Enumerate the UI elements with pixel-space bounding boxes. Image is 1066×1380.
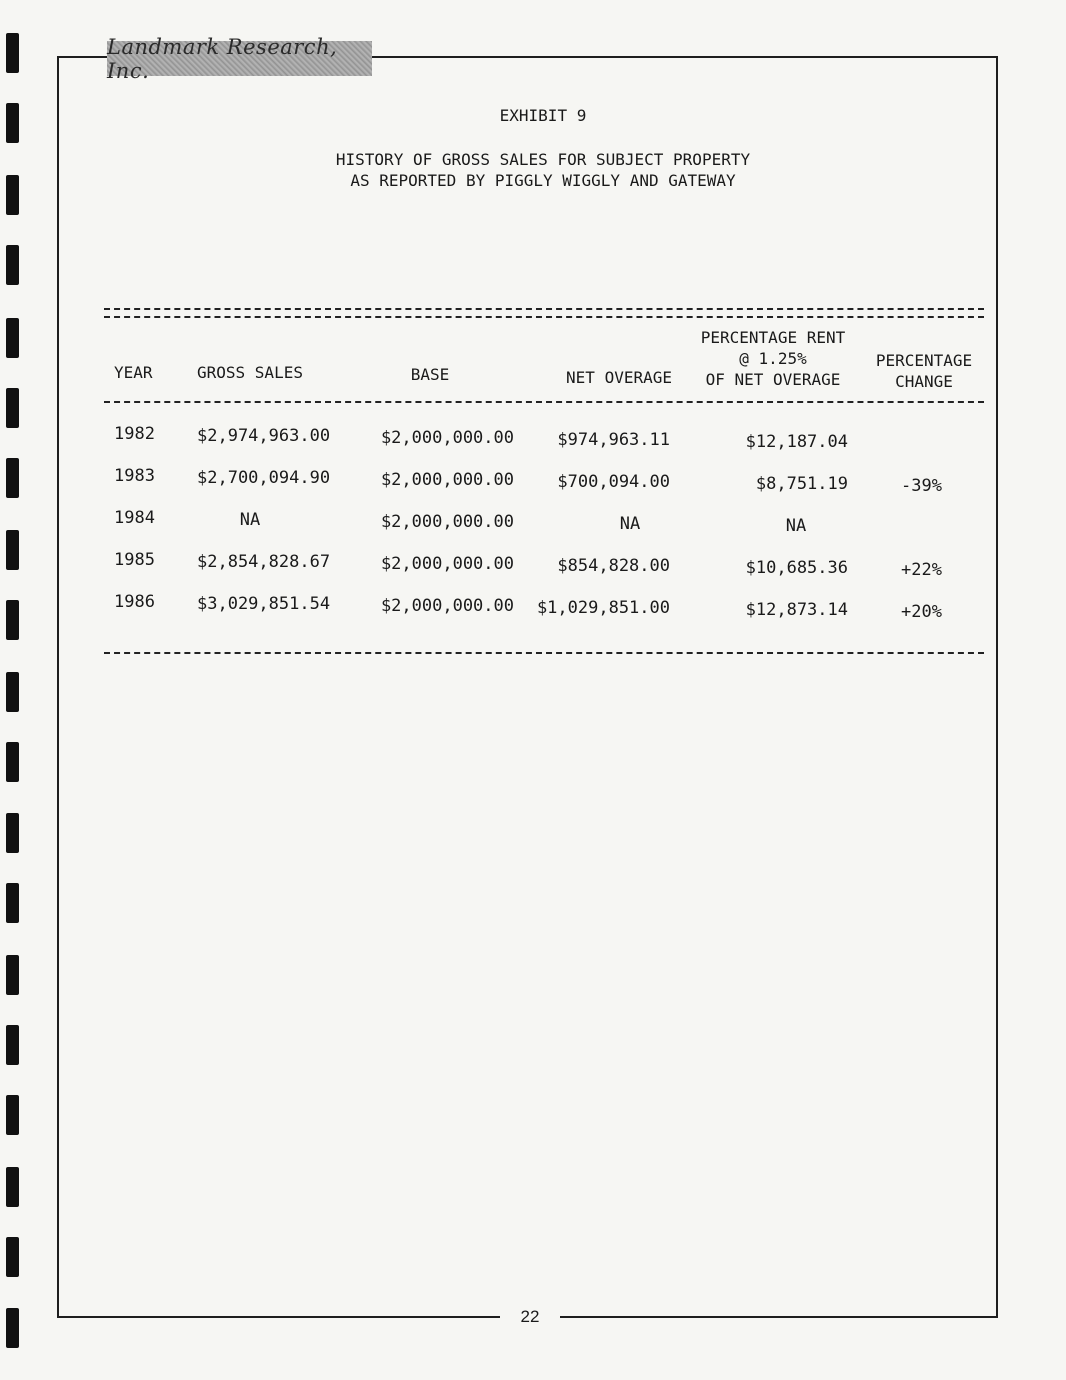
cell-gross-sales: $2,974,963.00: [197, 426, 331, 446]
page-number: 22: [500, 1302, 560, 1332]
binder-hole: [6, 1167, 19, 1207]
header-pct-change-line-1: PERCENTAGE: [875, 351, 973, 370]
header-pct-rent-line-3: OF NET OVERAGE: [705, 370, 841, 389]
binder-hole: [6, 388, 19, 428]
exhibit-title: EXHIBIT 9: [499, 106, 587, 125]
cell-net-overage: $974,963.11: [557, 430, 670, 450]
cell-base: $2,000,000.00: [380, 512, 514, 532]
header-year: YEAR: [114, 363, 153, 382]
cell-pct-change: +22%: [901, 560, 942, 580]
binder-hole: [6, 600, 19, 640]
cell-pct-rent: $8,751.19: [755, 474, 848, 494]
cell-year: 1982: [114, 424, 155, 444]
cell-pct-rent: $10,685.36: [745, 558, 848, 578]
binder-hole: [6, 318, 19, 358]
cell-pct-change: +20%: [901, 602, 942, 622]
header-net-overage: NET OVERAGE: [566, 368, 672, 387]
cell-year: 1983: [114, 466, 155, 486]
letterhead-logo: [107, 34, 372, 83]
header-pct-rent-line-1: PERCENTAGE RENT: [700, 328, 846, 347]
cell-base: $2,000,000.00: [380, 470, 514, 490]
cell-pct-change: -39%: [901, 476, 942, 496]
subtitle-line-1: HISTORY OF GROSS SALES FOR SUBJECT PROPERTY: [335, 150, 751, 169]
subtitle-line-2: AS REPORTED BY PIGGLY WIGGLY AND GATEWAY: [350, 171, 736, 190]
header-base: BASE: [410, 365, 450, 384]
binder-hole: [6, 813, 19, 853]
cell-gross-sales: NA: [239, 510, 261, 530]
page-border: [57, 56, 998, 1318]
top-double-rule: [104, 308, 984, 318]
cell-net-overage: $854,828.00: [557, 556, 670, 576]
binder-hole: [6, 458, 19, 498]
cell-year: 1984: [114, 508, 155, 528]
binder-hole: [6, 1025, 19, 1065]
header-pct-change-line-2: CHANGE: [895, 372, 953, 391]
cell-gross-sales: $3,029,851.54: [197, 594, 331, 614]
header-pct-rent-line-2: @ 1.25%: [739, 349, 807, 368]
cell-base: $2,000,000.00: [380, 428, 514, 448]
binder-hole: [6, 33, 19, 73]
cell-net-overage: $1,029,851.00: [536, 598, 670, 618]
bottom-rule: [104, 652, 984, 654]
cell-net-overage: $700,094.00: [557, 472, 670, 492]
cell-gross-sales: $2,700,094.90: [197, 468, 331, 488]
header-gross-sales: GROSS SALES: [197, 363, 303, 382]
cell-base: $2,000,000.00: [380, 554, 514, 574]
binder-hole: [6, 1308, 19, 1348]
cell-base: $2,000,000.00: [380, 596, 514, 616]
letterhead-text: Landmark Research, Inc.: [107, 34, 338, 83]
binder-hole: [6, 1237, 19, 1277]
cell-pct-rent: $12,187.04: [745, 432, 848, 452]
header-rule: [104, 401, 984, 403]
cell-pct-rent: NA: [785, 516, 807, 536]
cell-year: 1986: [114, 592, 155, 612]
binder-hole: [6, 883, 19, 923]
binder-hole: [6, 245, 19, 285]
cell-gross-sales: $2,854,828.67: [197, 552, 331, 572]
binder-hole: [6, 955, 19, 995]
binder-hole: [6, 742, 19, 782]
cell-pct-rent: $12,873.14: [745, 600, 848, 620]
cell-year: 1985: [114, 550, 155, 570]
binder-hole: [6, 1095, 19, 1135]
binder-hole: [6, 530, 19, 570]
cell-net-overage: NA: [619, 514, 641, 534]
binder-hole: [6, 672, 19, 712]
